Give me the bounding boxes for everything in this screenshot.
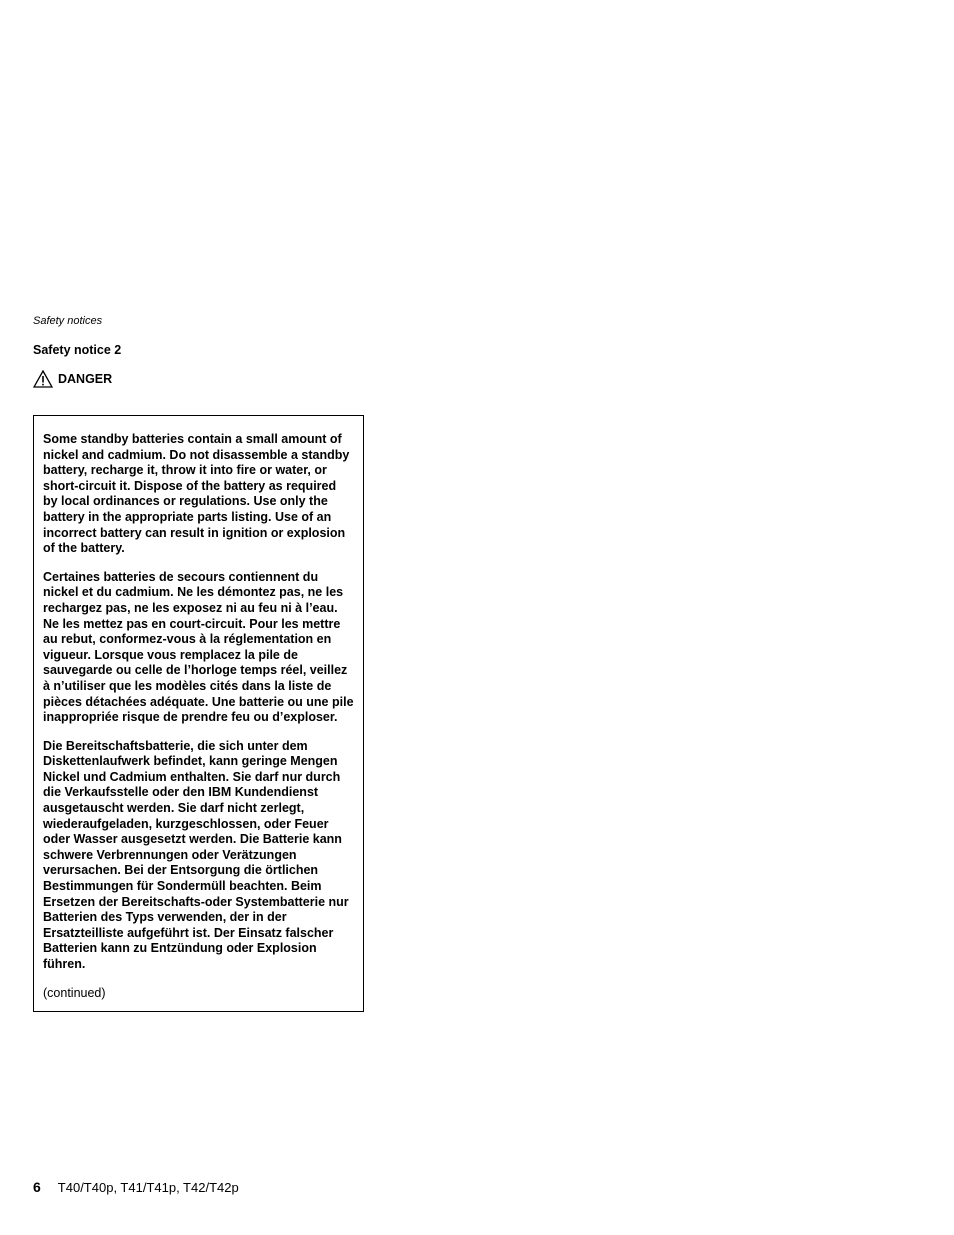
french-paragraph: Certaines batteries de secours contiennent du nickel et du cadmium. Ne les démontez pas, ne les rechargez pas, ne les exposez ni au feu ni à l’eau. Ne les mettez pas en court-circuit. Pour les mettre au rebut, conformez-vous à la réglementation en vigueur. Lorsque vous remplacez la pile de sauvegarde ou celle de l’horloge temps réel, veillez à n’utiliser que les modèles cités dans la liste de pièces détachées adéquate. Une batterie ou une pile inappropriée risque de prendre feu ou d’exploser.	[43, 569, 354, 725]
german-paragraph: Die Bereitschaftsbatterie, die sich unter dem Diskettenlaufwerk befindet, kann geringe Mengen Nickel und Cadmium enthalten. Sie darf nur durch die Verkaufsstelle oder den IBM Kundendienst ausgetauscht werden. Sie darf nicht zerlegt, wiederaufgeladen, kurzgeschlossen, oder Feuer oder Wasser ausgesetzt werden. Die Batterie kann schwere Verbrennungen oder Verätzungen verursachen. Bei der Entsorgung die örtlichen Bestimmungen für Sondermüll beachten. Beim Ersetzen der Bereitschafts-oder Systembatterie nur Batterien des Typs verwenden, der in der Ersatzteilliste aufgeführt ist. Der Einsatz falscher Batterien kann zu Entzündung oder Explosion führen.	[43, 738, 349, 971]
page-number: 6	[33, 1179, 41, 1195]
danger-heading	[33, 368, 112, 390]
danger-label: DANGER	[58, 372, 113, 386]
running-head: Safety notices	[33, 315, 103, 327]
continued-note: (continued)	[43, 985, 106, 1000]
danger-notice-box	[33, 415, 364, 1012]
warning-triangle-icon	[33, 370, 53, 388]
book-title: T40/T40p, T41/T41p, T42/T42p	[57, 1180, 239, 1195]
notice-title: Safety notice 2	[33, 343, 122, 357]
page-footer	[33, 1179, 239, 1195]
english-paragraph: Some standby batteries contain a small amount of nickel and cadmium. Do not disassemble a standby battery, recharge it, throw it into fire or water, or short-circuit it. Dispose of the battery as required by local ordinances or regulations. Use only the battery in the appropriate parts listing. Use of an incorrect battery can result in ignition or explosion of the battery.	[43, 432, 350, 556]
